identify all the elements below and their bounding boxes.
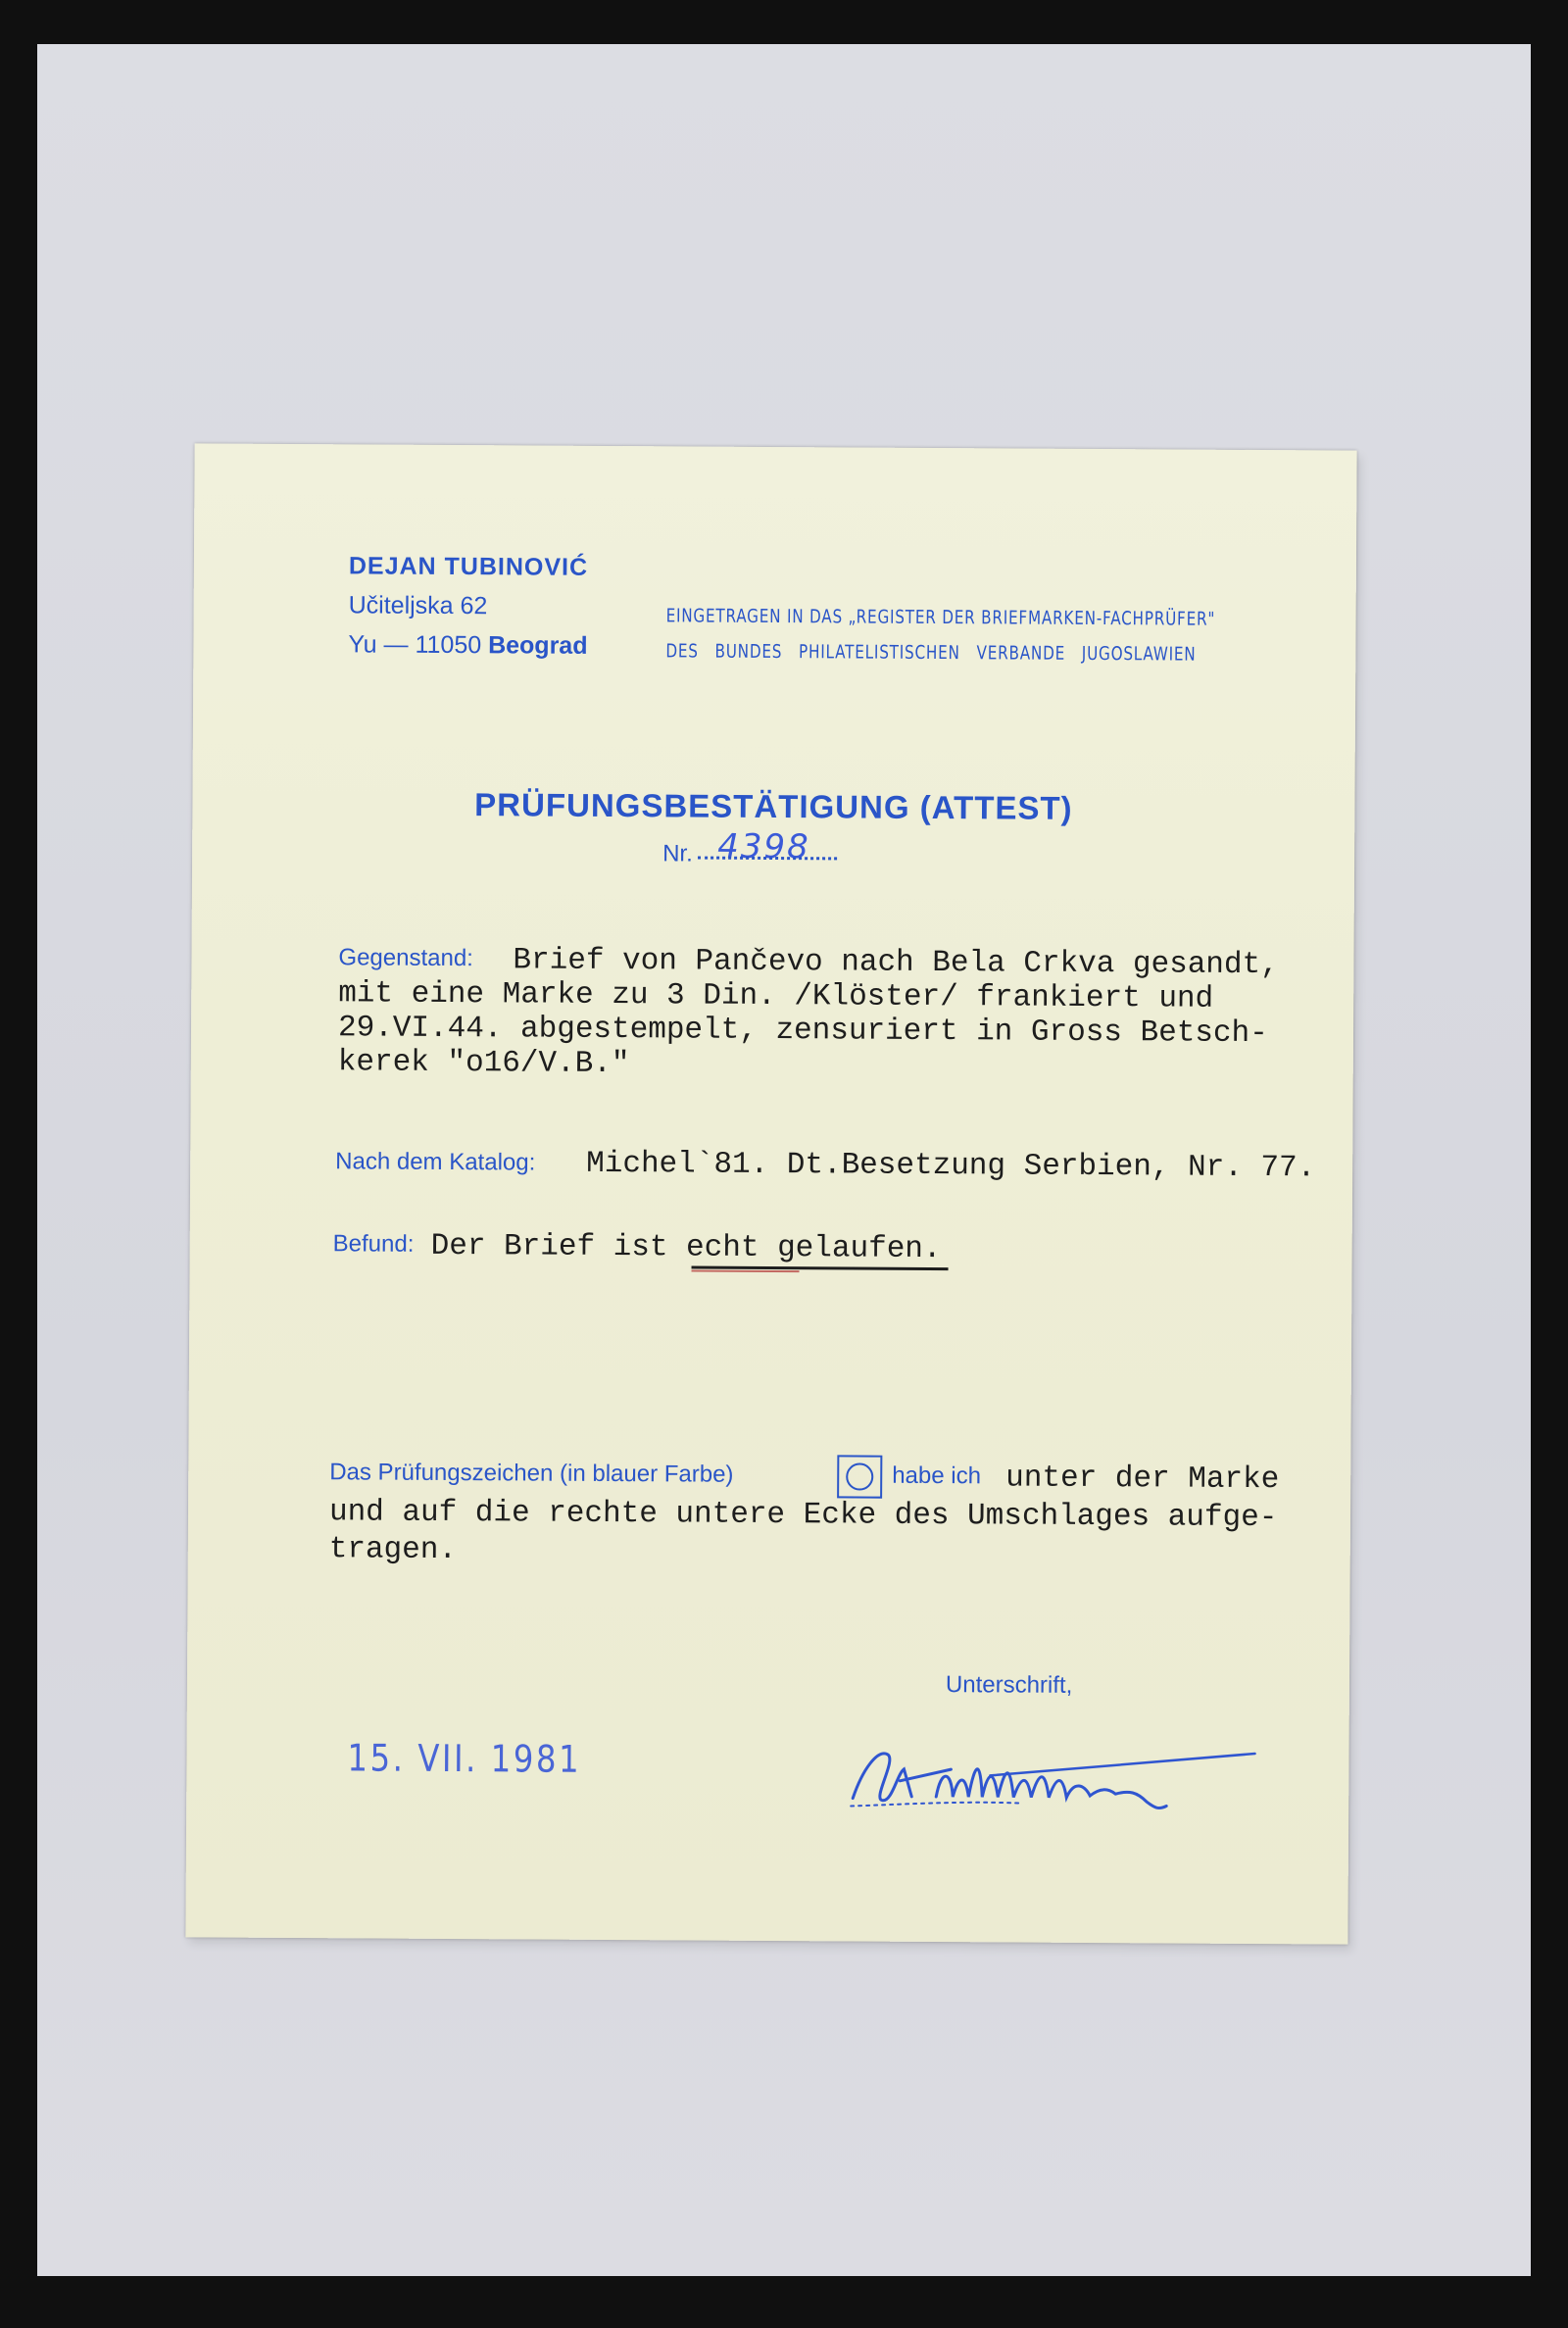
register-line-2: DES BUNDES PHILATELISTISCHEN VERBANDE JUGOSLAWIEN [665,640,1197,666]
gegenstand-line-2: mit eine Marke zu 3 Din. /Klöster/ frankiert und [338,976,1214,1016]
katalog-text: Michel`81. Dt.Besetzung Serbien, Nr. 77. [586,1146,1316,1186]
expert-city-name: Beograd [488,631,588,660]
pruefzeichen-line-2: und auf die rechte untere Ecke des Umschlages aufge- [328,1495,1278,1536]
befund-label: Befund: [332,1230,415,1258]
number-label: Nr. [662,840,693,867]
expert-name: DEJAN TUBINOVIĆ [348,552,589,581]
certificate-title: PRÜFUNGSBESTÄTIGUNG (ATTEST) [474,786,1073,826]
certificate-sheet [185,443,1356,1944]
pruefzeichen-label-after: habe ich [892,1461,982,1490]
gegenstand-line-4: kerek "o16/V.B." [337,1045,630,1082]
date-stamp: 15. VII. 1981 [347,1736,582,1781]
expert-street: Učiteljska 62 [348,591,488,620]
gegenstand-line-3: 29.VI.44. abgestempelt, zensuriert in Gross Betsch- [337,1011,1268,1052]
gegenstand-label: Gegenstand: [338,944,473,972]
befund-red-mark [692,1270,800,1273]
number-value: 4398 [717,826,810,867]
pruefzeichen-line-1: unter der Marke [1005,1461,1280,1498]
expert-city-prefix: Yu — 11050 [348,630,482,660]
pruefzeichen-line-3: tragen. [328,1532,458,1568]
signature-icon [843,1729,1275,1820]
signature-label: Unterschrift, [945,1671,1073,1699]
katalog-label: Nach dem Katalog: [335,1148,536,1176]
register-line-1: EINGETRAGEN IN DAS „REGISTER DER BRIEFMARKEN-FACHPRÜFER" [665,605,1216,630]
gegenstand-line-1: Brief von Pančevo nach Bela Crkva gesandt, [513,943,1279,983]
expert-city [348,630,587,660]
pruefzeichen-label: Das Prüfungszeichen (in blauer Farbe) [329,1459,734,1488]
pruefzeichen-mark-icon [837,1455,882,1498]
befund-text: Der Brief ist echt gelaufen. [430,1228,942,1267]
